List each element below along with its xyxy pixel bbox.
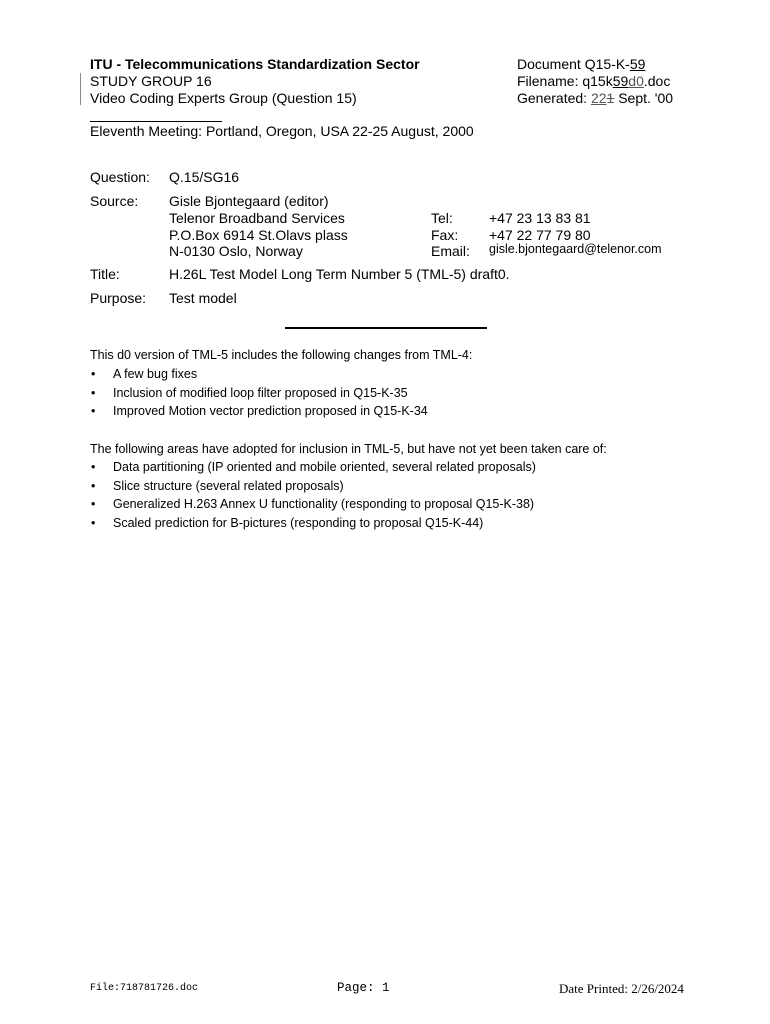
subgroup: Video Coding Experts Group (Question 15) [90,90,357,106]
footer-date: Date Printed: 2/26/2024 [559,981,684,996]
question-label: Question: [90,169,150,185]
bullet: • [91,516,96,531]
bullet: • [91,478,96,493]
filename-label: Filename: q15k [517,73,613,89]
source-line-2: Telenor Broadband Services [169,210,345,226]
email-label: Email: [431,243,470,259]
generated-date [517,90,673,107]
bullet: • [91,367,96,381]
list-item-text: Data partitioning (IP oriented and mobile oriented, several related proposals) [113,460,536,474]
question-value: Q.15/SG16 [169,169,240,185]
footer-file: File:718781726.doc [90,983,199,994]
org-name: ITU - Telecommunications Standardization Sector [90,56,420,72]
fax-value: +47 22 77 79 80 [489,227,591,243]
list-item-text: Generalized H.263 Annex U functionality (responding to proposal Q15-K-38) [113,497,535,512]
document-label: Document Q15-K- [517,56,630,72]
list-item [90,386,428,405]
footer-page: Page: 1 [337,981,390,995]
list-item [90,479,536,498]
source-line-4: N-0130 Oslo, Norway [169,243,303,259]
revision-change-bar [80,73,81,105]
list-item [90,367,428,386]
list-item [90,497,536,516]
generated-deletion: 1 [606,90,615,106]
generated-label: Generated: [517,90,591,106]
bullet: • [91,385,96,400]
section-separator [285,327,487,329]
fax-label: Fax: [431,227,459,243]
tel-value: +47 23 13 83 81 [489,210,591,226]
intro-paragraph-2: The following areas have adopted for inclusion in TML-5, but have not yet been taken care of: [90,442,607,456]
purpose-label: Purpose: [90,290,147,306]
list-item [90,516,536,535]
source-label: Source: [90,193,139,209]
filename-extension: .doc [643,73,671,89]
bullet: • [91,404,96,419]
header-rule [90,121,222,122]
list-item-text: Inclusion of modified loop filter proposed in Q15-K-35 [113,385,408,400]
pending-list [90,460,536,535]
title-value: H.26L Test Model Long Term Number 5 (TML-5) draft0. [169,266,510,282]
document-id [517,56,645,73]
filename-insertion: d0 [628,73,644,89]
list-item-text: Scaled prediction for B-pictures (responding to proposal Q15-K-44) [113,516,484,531]
list-item-text: Slice structure (several related proposals) [113,478,344,493]
email-value[interactable]: gisle.bjontegaard@telenor.com [489,242,662,256]
bullet: • [91,497,96,512]
generated-rest: Sept. '00 [614,90,674,106]
list-item [90,404,428,423]
purpose-value: Test model [169,290,237,306]
list-item [90,460,536,479]
changes-list [90,367,428,423]
study-group: STUDY GROUP 16 [90,73,212,89]
list-item-text: Improved Motion vector prediction proposed in Q15-K-34 [113,404,428,419]
tel-label: Tel: [431,210,453,226]
filename-number: 59 [612,73,629,89]
list-item-text: A few bug fixes [113,367,198,381]
generated-insertion: 22 [590,90,607,106]
title-label: Title: [90,266,120,282]
intro-paragraph-1: This d0 version of TML-5 includes the following changes from TML-4: [90,348,473,362]
document-number: 59 [629,56,646,72]
source-line-3: P.O.Box 6914 St.Olavs plass [169,227,348,243]
meeting-line: Eleventh Meeting: Portland, Oregon, USA 22-25 August, 2000 [90,123,474,139]
bullet: • [91,460,96,474]
source-line-1: Gisle Bjontegaard (editor) [169,193,329,209]
filename [517,73,670,90]
